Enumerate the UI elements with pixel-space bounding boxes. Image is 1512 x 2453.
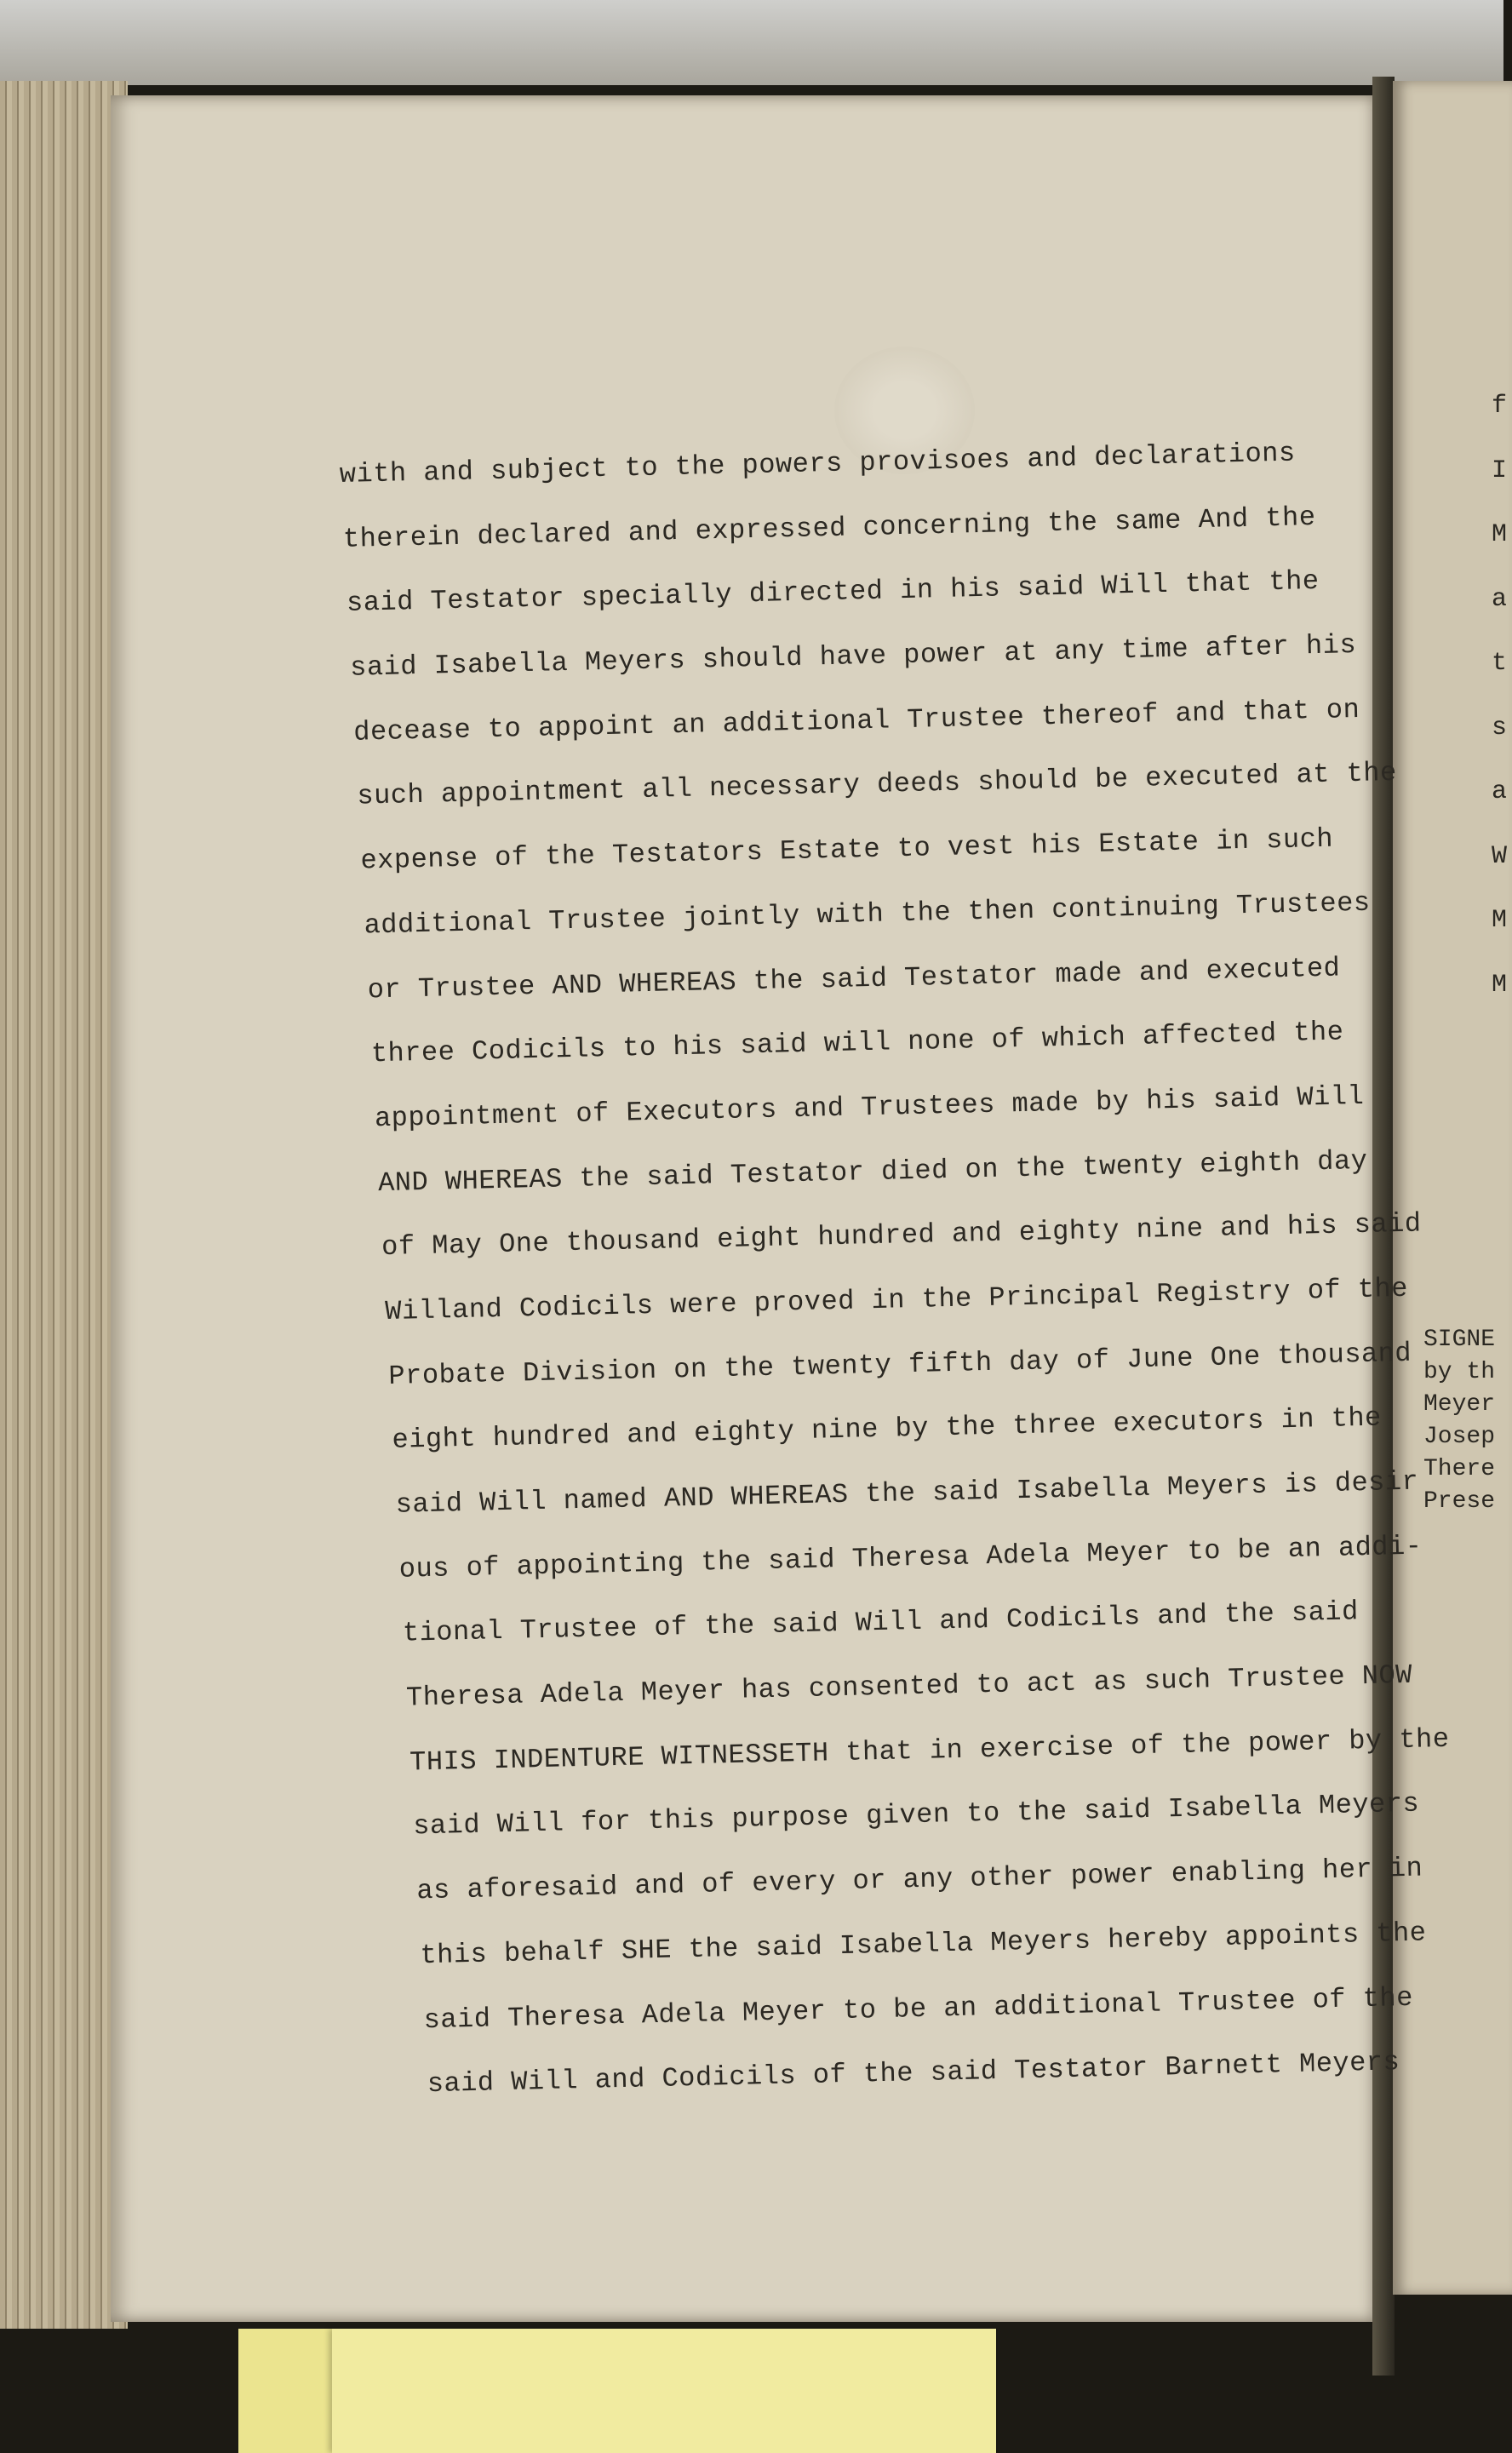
- signature-line: Prese: [1423, 1488, 1496, 1515]
- text-line: ous of appointing the said Theresa Adela Meyer to be an addi-: [398, 1530, 1423, 1585]
- text-line: appointment of Executors and Trustees made by his said Will: [374, 1080, 1365, 1135]
- text-line: said Isabella Meyers should have power at any time after his: [349, 629, 1357, 684]
- typed-text: [339, 418, 1458, 2118]
- margin-letter: a: [1492, 777, 1508, 806]
- page-edges: [0, 81, 128, 2329]
- signature-line: Meyer: [1423, 1391, 1496, 1418]
- text-line: Theresa Adela Meyer has consented to act as such Trustee NOW: [405, 1659, 1413, 1714]
- text-line: tional Trustee of the said Will and Codicils and the said: [402, 1596, 1360, 1650]
- text-line: AND WHEREAS the said Testator died on the twenty eighth day: [377, 1144, 1368, 1199]
- sticky-note: [332, 2329, 996, 2453]
- margin-letter: M: [1492, 906, 1508, 935]
- margin-letter: t: [1492, 649, 1508, 678]
- text-line: of May One thousand eight hundred and eighty nine and his said: [381, 1207, 1422, 1264]
- margin-letter: a: [1492, 584, 1508, 614]
- text-line: expense of the Testators Estate to vest his Estate in such: [360, 822, 1334, 877]
- margin-letter: f: [1492, 392, 1508, 421]
- text-line: said Will named AND WHEREAS the said Isabella Meyers is desir: [395, 1465, 1419, 1521]
- text-line: as aforesaid and of every or any other power enabling her in: [415, 1852, 1423, 1907]
- text-line: with and subject to the powers provisoes and declarations: [339, 437, 1297, 490]
- text-line: said Will and Codicils of the said Testator Barnett Meyers: [427, 2046, 1400, 2101]
- text-line: Willand Codicils were proved in the Principal Registry of the: [384, 1272, 1409, 1327]
- text-line: this behalf SHE the said Isabella Meyers hereby appoints the: [420, 1917, 1427, 1972]
- text-line: eight hundred and eighty nine by the three executors in the: [392, 1401, 1383, 1457]
- margin-letter: W: [1492, 841, 1508, 871]
- signature-line: by th: [1423, 1359, 1496, 1385]
- text-line: Probate Division on the twenty fifth day of June One thousand: [388, 1337, 1412, 1392]
- signature-line: Josep: [1423, 1424, 1496, 1450]
- signature-line: There: [1423, 1456, 1496, 1482]
- signature-line: SIGNE: [1423, 1327, 1496, 1353]
- facing-page-signature-block: [1423, 1324, 1495, 1518]
- margin-letter: M: [1492, 970, 1508, 1000]
- text-line: said Theresa Adela Meyer to be an additional Trustee of the: [423, 1981, 1414, 2036]
- scan-background: [0, 0, 1503, 85]
- margin-letter: M: [1492, 520, 1508, 549]
- text-line: therein declared and expressed concerning the same And the: [342, 501, 1316, 555]
- text-line: such appointment all necessary deeds should be executed at the: [357, 757, 1398, 813]
- text-line: or Trustee AND WHEREAS the said Testator made and executed: [367, 951, 1341, 1006]
- margin-letter: s: [1492, 713, 1508, 742]
- text-line: said Testator specially directed in his said Will that the: [346, 565, 1320, 620]
- margin-letter: I: [1492, 456, 1508, 485]
- text-line: said Will for this purpose given to the said Isabella Meyers: [412, 1788, 1420, 1843]
- text-line: three Codicils to his said will none of which affected the: [370, 1016, 1344, 1070]
- text-line: THIS INDENTURE WITNESSETH that in exercise of the power by the: [409, 1722, 1450, 1779]
- text-line: decease to appoint an additional Trustee thereof and that on: [352, 693, 1360, 748]
- text-line: additional Trustee jointly with the then continuing Trustees: [364, 886, 1371, 942]
